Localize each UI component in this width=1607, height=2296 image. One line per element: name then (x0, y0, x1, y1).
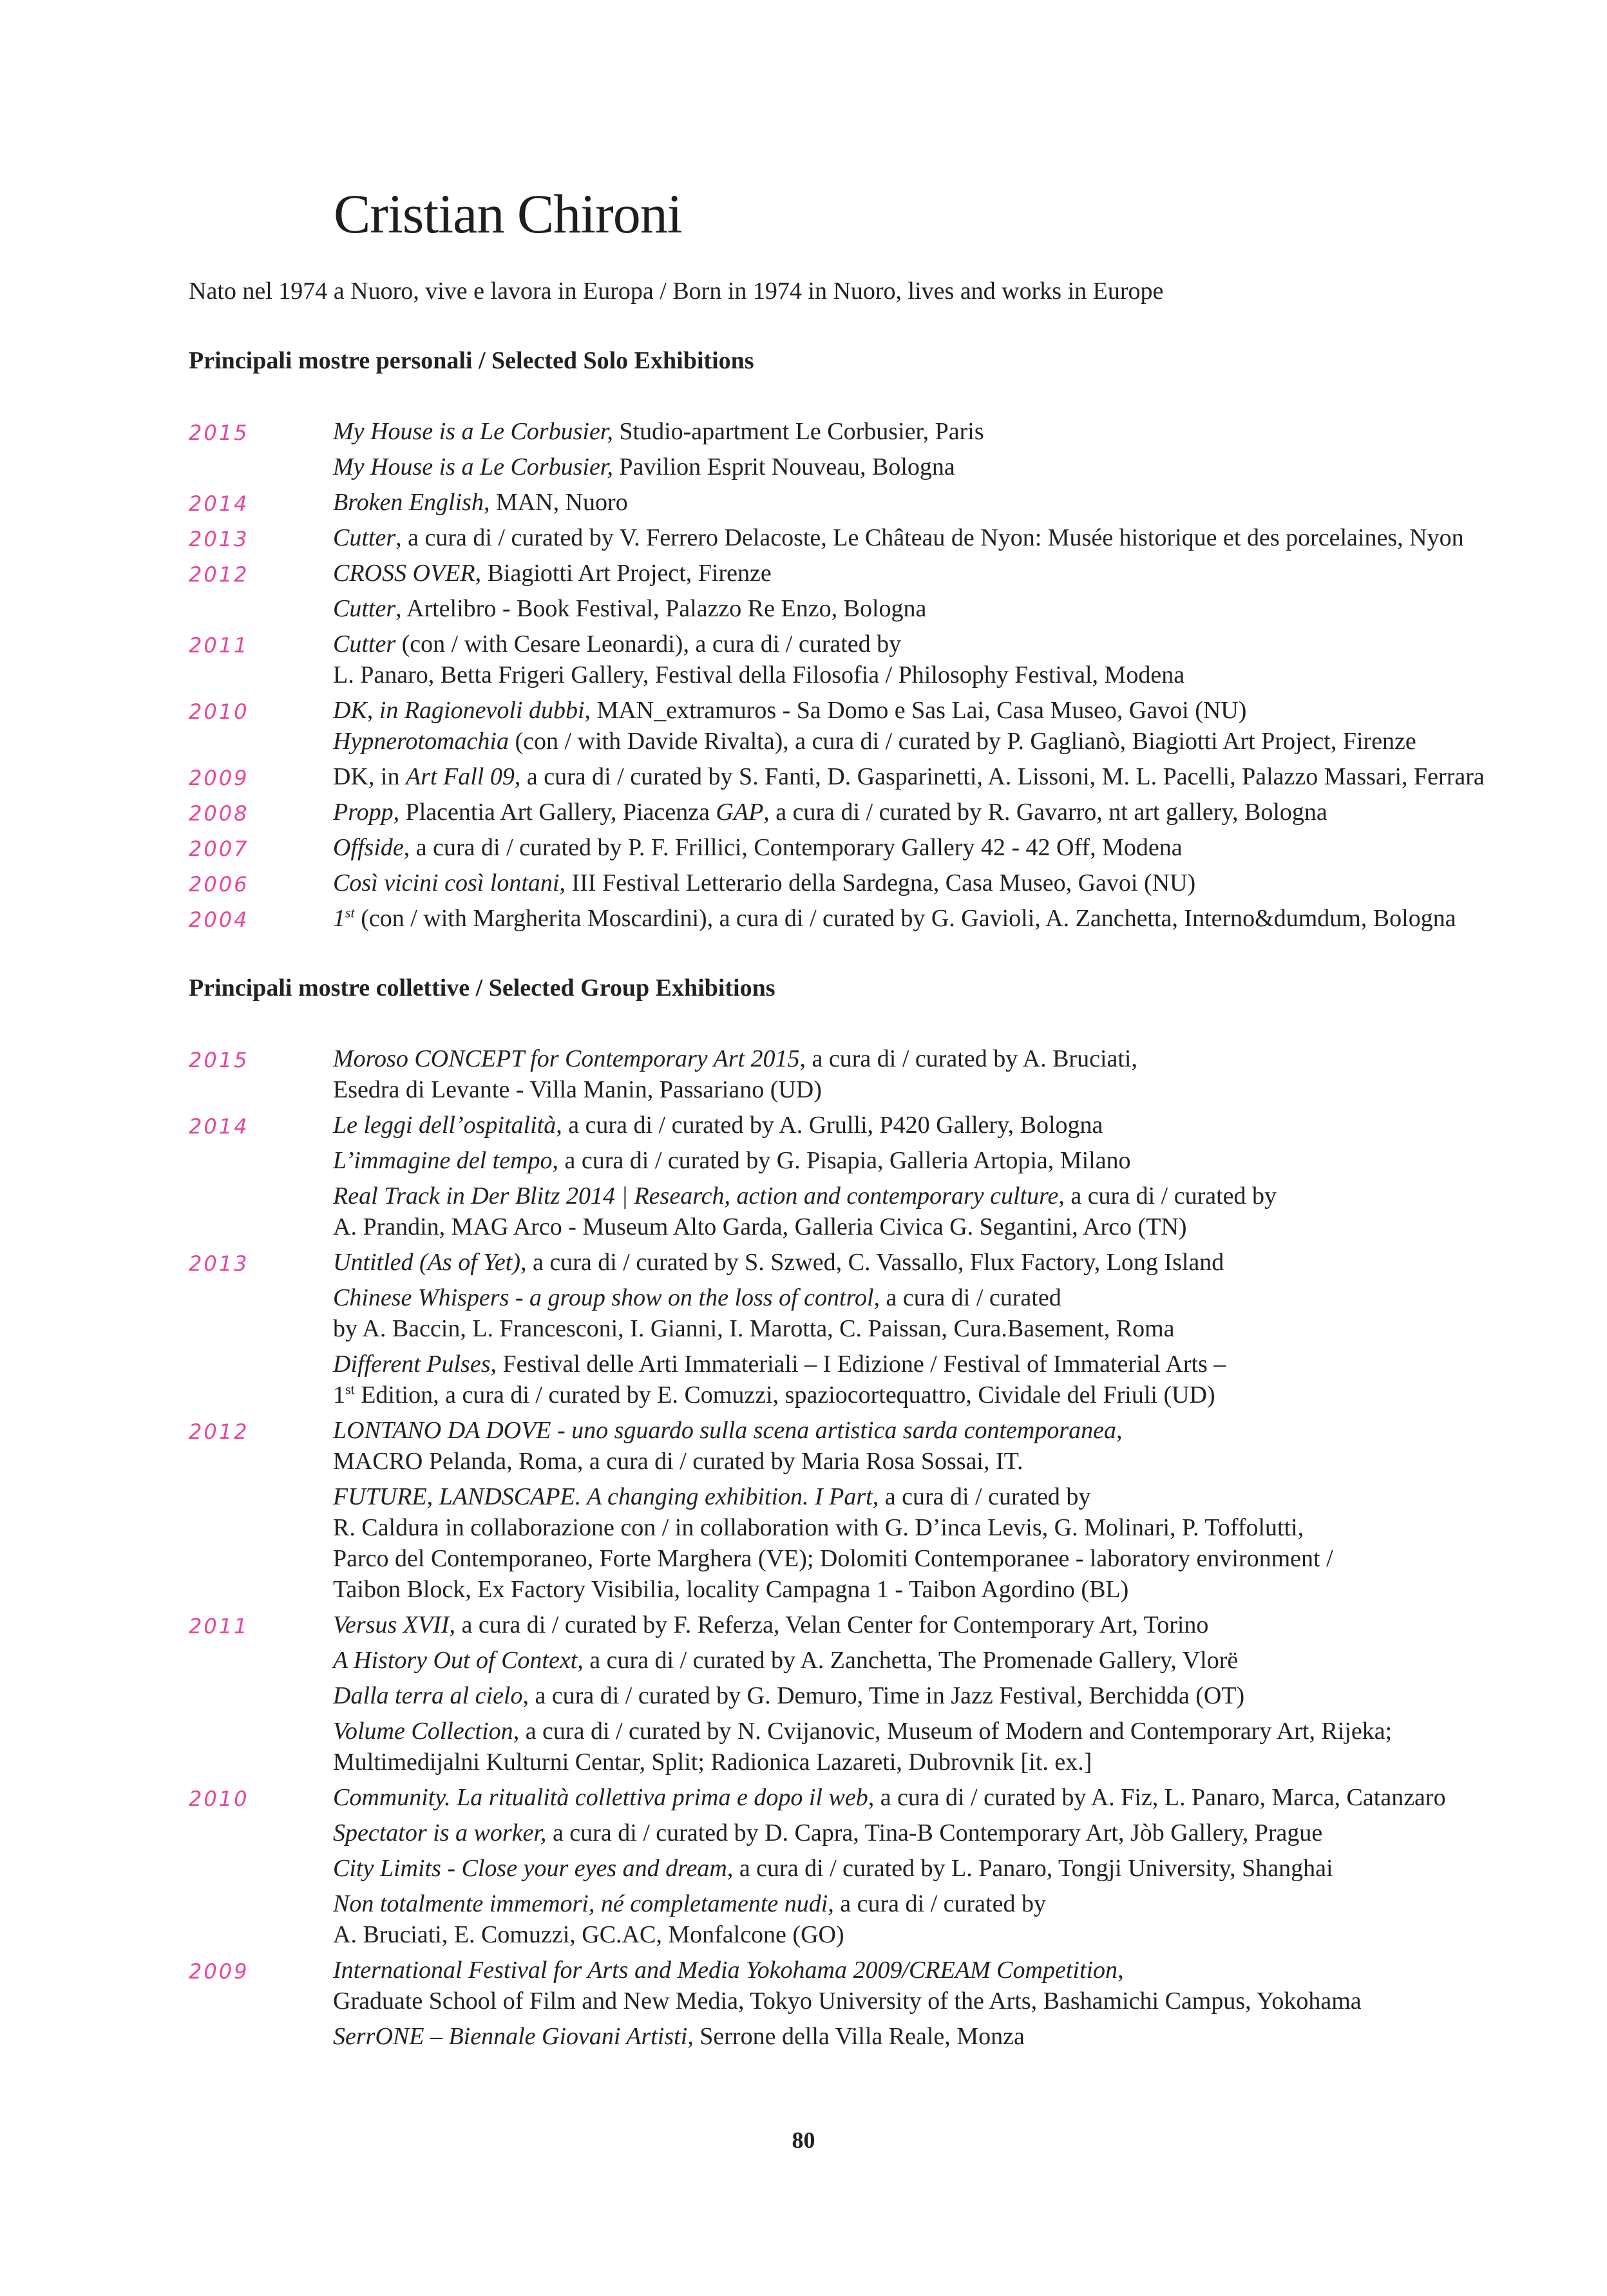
exhibition-entry (0, 1247, 1607, 1278)
exhibition-entry (0, 451, 1607, 482)
exhibition-line: LONTANO DA DOVE - uno sguardo sulla scena artistica sarda contemporanea, (333, 1417, 1123, 1444)
exhibition-line: Dalla terra al cielo, a cura di / curated by G. Demuro, Time in Jazz Festival, Berchidda (OT) (333, 1682, 1245, 1709)
exhibition-text (333, 1247, 1589, 1278)
exhibition-text (333, 1145, 1589, 1176)
exhibition-line: International Festival for Arts and Media Yokohama 2009/CREAM Competition, (333, 1957, 1124, 1984)
exhibition-entry (0, 1888, 1607, 1950)
exhibition-entry (0, 1181, 1607, 1242)
exhibition-entry (0, 903, 1607, 934)
exhibition-text (333, 1680, 1589, 1711)
exhibition-entry (0, 416, 1607, 447)
exhibition-entry (0, 558, 1607, 589)
exhibition-entry (0, 1481, 1607, 1605)
exhibition-text (333, 1888, 1589, 1950)
exhibition-entry (0, 1853, 1607, 1884)
exhibition-text (333, 1782, 1589, 1813)
exhibition-text (333, 1853, 1589, 1884)
exhibition-line: L’immagine del tempo, a cura di / curated by G. Pisapia, Galleria Artopia, Milano (333, 1147, 1131, 1174)
exhibition-year: 2012 (189, 562, 249, 587)
exhibition-line: by A. Baccin, L. Francesconi, I. Gianni, I. Marotta, C. Paissan, Cura.Basement, Roma (333, 1315, 1175, 1342)
exhibition-text (333, 1415, 1589, 1477)
group-exhibitions-list (0, 1043, 1607, 2056)
exhibition-entry (0, 1680, 1607, 1711)
exhibition-year: 2014 (189, 491, 249, 516)
exhibition-text (333, 1716, 1589, 1778)
exhibition-text (333, 1955, 1589, 2016)
exhibition-line: L. Panaro, Betta Frigeri Gallery, Festival della Filosofia / Philosophy Festival, Modena (333, 661, 1185, 688)
exhibition-text (333, 593, 1589, 624)
exhibition-entry (0, 1349, 1607, 1410)
exhibition-line: Taibon Block, Ex Factory Visibilia, locality Campagna 1 - Taibon Agordino (BL) (333, 1576, 1129, 1603)
exhibition-text (333, 1282, 1589, 1344)
exhibition-line: A. Bruciati, E. Comuzzi, GC.AC, Monfalcone (GO) (333, 1921, 844, 1948)
exhibition-line: FUTURE, LANDSCAPE. A changing exhibition. I Part, a cura di / curated by (333, 1483, 1091, 1510)
exhibition-text (333, 1481, 1589, 1605)
exhibition-line: Different Pulses, Festival delle Arti Immateriali – I Edizione / Festival of Immaterial Arts – (333, 1351, 1226, 1378)
exhibition-text (333, 832, 1589, 863)
exhibition-line: My House is a Le Corbusier, Studio-apartment Le Corbusier, Paris (333, 418, 984, 445)
exhibition-line: Spectator is a worker, a cura di / curated by D. Capra, Tina-B Contemporary Art, Jòb Gallery, Prague (333, 1819, 1323, 1846)
exhibition-year: 2015 (189, 1048, 249, 1072)
exhibition-text (333, 1181, 1589, 1242)
exhibition-line: Cutter, Artelibro - Book Festival, Palazzo Re Enzo, Bologna (333, 595, 927, 622)
exhibition-line: DK, in Art Fall 09, a cura di / curated by S. Fanti, D. Gasparinetti, A. Lissoni, M. L. Pacelli, Palazzo Massari, Ferrara (333, 763, 1485, 790)
exhibition-text (333, 1110, 1589, 1141)
exhibition-line: CROSS OVER, Biagiotti Art Project, Firenze (333, 560, 772, 587)
page-number: 80 (792, 2127, 815, 2153)
exhibition-line: Hypnerotomachia (con / with Davide Rivalta), a cura di / curated by P. Gaglianò, Biagiotti Art Project, Firenze (333, 728, 1416, 755)
exhibition-line: Community. La ritualità collettiva prima e dopo il web, a cura di / curated by A. Fiz, L. Panaro, Marca, Catanzaro (333, 1784, 1446, 1811)
exhibition-text (333, 416, 1589, 447)
solo-exhibitions-list (0, 416, 1607, 938)
exhibition-line: Broken English, MAN, Nuoro (333, 489, 628, 516)
exhibition-line: DK, in Ragionevoli dubbi, MAN_extramuros - Sa Domo e Sas Lai, Casa Museo, Gavoi (NU) (333, 697, 1247, 724)
exhibition-text (333, 2021, 1589, 2052)
exhibition-line: MACRO Pelanda, Roma, a cura di / curated by Maria Rosa Sossai, IT. (333, 1448, 1023, 1475)
exhibition-year: 2013 (189, 527, 249, 551)
exhibition-year: 2010 (189, 699, 249, 724)
exhibition-year: 2009 (189, 766, 249, 790)
exhibition-year: 2006 (189, 872, 249, 897)
exhibition-line: Volume Collection, a cura di / curated by N. Cvijanovic, Museum of Modern and Contemporary Art, Rijeka; (333, 1718, 1393, 1745)
exhibition-line: Non totalmente immemori, né completamente nudi, a cura di / curated by (333, 1890, 1046, 1917)
exhibition-text (333, 487, 1589, 518)
exhibition-text (333, 629, 1589, 690)
exhibition-entry (0, 832, 1607, 863)
exhibition-entry (0, 1955, 1607, 2016)
exhibition-year: 2013 (189, 1251, 249, 1276)
group-exhibitions-heading: Principali mostre collettive / Selected Group Exhibitions (189, 974, 775, 1001)
exhibition-text (333, 868, 1589, 898)
exhibition-text (333, 1609, 1589, 1640)
exhibition-line: Moroso CONCEPT for Contemporary Art 2015, a cura di / curated by A. Bruciati, (333, 1045, 1137, 1072)
exhibition-text (333, 903, 1589, 934)
exhibition-text (333, 695, 1589, 757)
exhibition-entry (0, 1110, 1607, 1141)
exhibition-year: 2008 (189, 801, 249, 826)
exhibition-line: Propp, Placentia Art Gallery, Piacenza GAP, a cura di / curated by R. Gavarro, nt art gallery, Bologna (333, 799, 1327, 826)
exhibition-year: 2011 (189, 1614, 249, 1638)
exhibition-line: Le leggi dell’ospitalità, a cura di / curated by A. Grulli, P420 Gallery, Bologna (333, 1112, 1103, 1139)
exhibition-year: 2012 (189, 1419, 249, 1444)
exhibition-entry (0, 629, 1607, 690)
exhibition-entry (0, 1716, 1607, 1778)
exhibition-line: Offside, a cura di / curated by P. F. Frillici, Contemporary Gallery 42 - 42 Off, Modena (333, 834, 1183, 861)
exhibition-line: My House is a Le Corbusier, Pavilion Esprit Nouveau, Bologna (333, 453, 955, 480)
exhibition-line: Così vicini così lontani, III Festival Letterario della Sardegna, Casa Museo, Gavoi (NU) (333, 869, 1196, 897)
exhibition-entry (0, 868, 1607, 898)
exhibition-entry (0, 2021, 1607, 2052)
exhibition-text (333, 1349, 1589, 1410)
exhibition-entry (0, 1415, 1607, 1477)
exhibition-line: Graduate School of Film and New Media, Tokyo University of the Arts, Bashamichi Campus, Yokohama (333, 1988, 1362, 2015)
exhibition-year: 2010 (189, 1787, 249, 1811)
exhibition-entry (0, 797, 1607, 828)
exhibition-line: 1st Edition, a cura di / curated by E. Comuzzi, spaziocortequattro, Cividale del Friuli (UD) (333, 1381, 1215, 1409)
exhibition-line: Real Track in Der Blitz 2014 | Research, action and contemporary culture, a cura di / curated by (333, 1182, 1277, 1210)
exhibition-entry (0, 593, 1607, 624)
exhibition-line: R. Caldura in collaborazione con / in collaboration with G. D’inca Levis, G. Molinari, P. Toffolutti, (333, 1514, 1304, 1541)
exhibition-line: 1st (con / with Margherita Moscardini), a cura di / curated by G. Gavioli, A. Zanchetta, Interno&dumdum, Bologna (333, 904, 1456, 932)
exhibition-line: SerrONE – Biennale Giovani Artisti, Serrone della Villa Reale, Monza (333, 2023, 1025, 2050)
exhibition-year: 2007 (189, 837, 249, 861)
exhibition-year: 2004 (189, 907, 249, 932)
exhibition-line: Untitled (As of Yet), a cura di / curated by S. Szwed, C. Vassallo, Flux Factory, Long Island (333, 1249, 1224, 1276)
exhibition-year: 2011 (189, 633, 249, 658)
exhibition-text (333, 451, 1589, 482)
exhibition-year: 2015 (189, 421, 249, 445)
exhibition-line: Chinese Whispers - a group show on the loss of control, a cura di / curated (333, 1284, 1061, 1311)
exhibition-entry (0, 1782, 1607, 1813)
exhibition-line: City Limits - Close your eyes and dream, a cura di / curated by L. Panaro, Tongji University, Shanghai (333, 1855, 1333, 1882)
exhibition-entry (0, 1609, 1607, 1640)
exhibition-entry (0, 695, 1607, 757)
exhibition-entry (0, 761, 1607, 792)
exhibition-line: Cutter (con / with Cesare Leonardi), a cura di / curated by (333, 631, 902, 658)
exhibition-line: Parco del Contemporaneo, Forte Marghera (VE); Dolomiti Contemporanee - laboratory environment / (333, 1545, 1333, 1572)
exhibition-entry (0, 1282, 1607, 1344)
exhibition-text (333, 558, 1589, 589)
solo-exhibitions-heading: Principali mostre personali / Selected Solo Exhibitions (189, 347, 754, 374)
exhibition-line: A. Prandin, MAG Arco - Museum Alto Garda, Galleria Civica G. Segantini, Arco (TN) (333, 1213, 1187, 1240)
exhibition-year: 2009 (189, 1959, 249, 1984)
exhibition-line: Esedra di Levante - Villa Manin, Passariano (UD) (333, 1076, 822, 1103)
exhibition-entry (0, 1043, 1607, 1105)
exhibition-text (333, 522, 1589, 553)
exhibition-entry (0, 487, 1607, 518)
exhibition-entry (0, 1645, 1607, 1676)
exhibition-text (333, 1817, 1589, 1848)
exhibition-text (333, 1043, 1589, 1105)
exhibition-line: Multimedijalni Kulturni Centar, Split; Radionica Lazareti, Dubrovnik [it. ex.] (333, 1749, 1092, 1776)
artist-name: Cristian Chironi (334, 183, 682, 245)
artist-bio: Nato nel 1974 a Nuoro, vive e lavora in Europa / Born in 1974 in Nuoro, lives and works in Europe (189, 278, 1164, 305)
exhibition-entry (0, 1817, 1607, 1848)
exhibition-text (333, 797, 1589, 828)
exhibition-entry (0, 1145, 1607, 1176)
exhibition-entry (0, 522, 1607, 553)
exhibition-line: A History Out of Context, a cura di / curated by A. Zanchetta, The Promenade Gallery, Vlorë (333, 1647, 1239, 1674)
exhibition-year: 2014 (189, 1114, 249, 1139)
exhibition-text (333, 1645, 1589, 1676)
exhibition-text (333, 761, 1589, 792)
exhibition-line: Cutter, a cura di / curated by V. Ferrero Delacoste, Le Château de Nyon: Musée historique et des porcelaines, Nyon (333, 524, 1464, 551)
exhibition-line: Versus XVII, a cura di / curated by F. Referza, Velan Center for Contemporary Art, Torino (333, 1611, 1209, 1638)
